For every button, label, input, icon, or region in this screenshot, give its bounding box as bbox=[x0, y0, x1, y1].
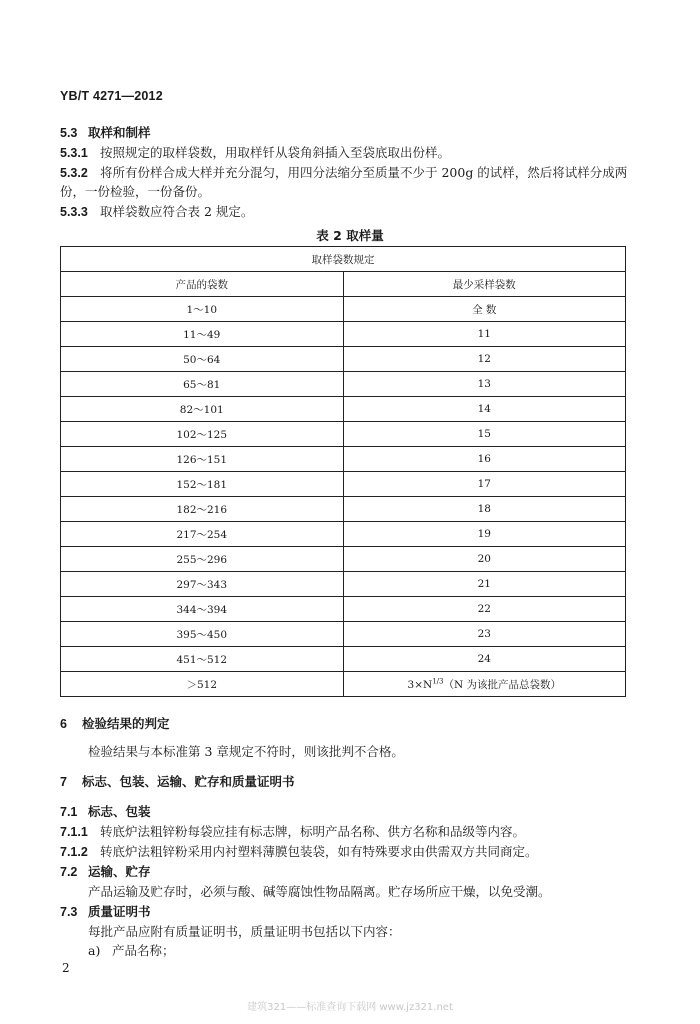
list-marker: a) bbox=[88, 943, 101, 958]
section-number: 7.2 bbox=[60, 865, 78, 879]
section-7-2-text: 产品运输及贮存时，必须与酸、碱等腐蚀性物品隔离。贮存场所应干燥，以免受潮。 bbox=[88, 884, 551, 899]
table-row bbox=[61, 347, 626, 372]
section-7-3-heading bbox=[60, 902, 151, 920]
bag-count-cell: ＞512 bbox=[61, 672, 344, 697]
table-header-row bbox=[61, 272, 626, 297]
bag-count-cell: 50～64 bbox=[61, 347, 344, 372]
table-row bbox=[61, 372, 626, 397]
min-sample-bags-cell: 24 bbox=[343, 647, 626, 672]
min-sample-bags-cell: 23 bbox=[343, 622, 626, 647]
bag-count-cell: 1～10 bbox=[61, 297, 344, 322]
clause-5-3-2 bbox=[60, 163, 627, 181]
bag-count-cell: 102～125 bbox=[61, 422, 344, 447]
min-sample-bags-cell: 22 bbox=[343, 597, 626, 622]
column-header-min-sample-bags: 最少采样袋数 bbox=[343, 272, 626, 297]
standard-code: YB/T 4271—2012 bbox=[60, 89, 163, 103]
formula-exponent: 1/3 bbox=[432, 677, 444, 685]
clause-number: 7.1.2 bbox=[60, 845, 88, 859]
section-7-3-text: 每批产品应附有质量证明书，质量证明书包括以下内容： bbox=[88, 924, 401, 939]
table-row bbox=[61, 322, 626, 347]
clause-text: 将所有份样合成大样并充分混匀，用四分法缩分至质量不少于 200g 的试样，然后将试样分成两 bbox=[100, 165, 628, 180]
table-row bbox=[61, 397, 626, 422]
clause-7-1-1 bbox=[60, 822, 525, 840]
bag-count-cell: 126～151 bbox=[61, 447, 344, 472]
table-row bbox=[61, 447, 626, 472]
bag-count-cell: 152～181 bbox=[61, 472, 344, 497]
min-sample-bags-cell: 15 bbox=[343, 422, 626, 447]
table-row bbox=[61, 422, 626, 447]
table-row bbox=[61, 497, 626, 522]
bag-count-cell: 451～512 bbox=[61, 647, 344, 672]
clause-5-3-1 bbox=[60, 143, 450, 161]
page-number: 2 bbox=[62, 961, 70, 975]
clause-7-1-2 bbox=[60, 842, 538, 860]
min-sample-bags-cell: 20 bbox=[343, 547, 626, 572]
bag-count-cell: 395～450 bbox=[61, 622, 344, 647]
table-row bbox=[61, 647, 626, 672]
min-sample-bags-cell: 16 bbox=[343, 447, 626, 472]
clause-text: 转底炉法粗锌粉采用内衬塑料薄膜包装袋，如有特殊要求由供需双方共同商定。 bbox=[100, 844, 538, 859]
min-sample-bags-cell: 全 数 bbox=[343, 297, 626, 322]
min-sample-bags-cell: 12 bbox=[343, 347, 626, 372]
min-sample-bags-cell: 18 bbox=[343, 497, 626, 522]
bag-count-cell: 255～296 bbox=[61, 547, 344, 572]
table-row bbox=[61, 572, 626, 597]
bag-count-cell: 65～81 bbox=[61, 372, 344, 397]
clause-5-3-2-continued: 份，一份检验，一份备份。 bbox=[60, 184, 211, 199]
min-sample-bags-cell: 17 bbox=[343, 472, 626, 497]
section-6-text: 检验结果与本标准第 3 章规定不符时，则该批判不合格。 bbox=[88, 744, 404, 759]
section-number: 6 bbox=[60, 717, 67, 731]
table-row bbox=[61, 597, 626, 622]
section-title: 运输、贮存 bbox=[88, 864, 151, 879]
list-item-text: 产品名称； bbox=[112, 943, 175, 958]
bag-count-cell: 217～254 bbox=[61, 522, 344, 547]
clause-5-3-3 bbox=[60, 202, 253, 220]
min-sample-bags-cell: 21 bbox=[343, 572, 626, 597]
section-6-heading bbox=[60, 714, 170, 732]
clause-number: 5.3.1 bbox=[60, 146, 88, 160]
min-sample-bags-cell: 14 bbox=[343, 397, 626, 422]
table-row bbox=[61, 672, 626, 697]
section-7-heading bbox=[60, 772, 295, 790]
section-number: 7 bbox=[60, 775, 67, 789]
table-caption: 表 2 取样量 bbox=[316, 228, 384, 243]
min-sample-bags-cell: 13 bbox=[343, 372, 626, 397]
list-item bbox=[88, 941, 175, 959]
min-sample-bags-cell bbox=[343, 672, 626, 697]
table-row bbox=[61, 522, 626, 547]
table-row bbox=[61, 547, 626, 572]
table-group-header: 取样袋数规定 bbox=[61, 247, 626, 272]
section-title: 标志、包装、运输、贮存和质量证明书 bbox=[82, 774, 295, 789]
clause-text: 转底炉法粗锌粉每袋应挂有标志牌，标明产品名称、供方名称和品级等内容。 bbox=[100, 824, 526, 839]
table-row bbox=[61, 297, 626, 322]
bag-count-cell: 297～343 bbox=[61, 572, 344, 597]
formula-base: 3×N bbox=[407, 678, 433, 691]
sampling-table bbox=[60, 246, 626, 697]
section-number: 7.3 bbox=[60, 905, 78, 919]
bag-count-cell: 82～101 bbox=[61, 397, 344, 422]
table-row bbox=[61, 622, 626, 647]
section-number: 7.1 bbox=[60, 805, 78, 819]
bag-count-cell: 182～216 bbox=[61, 497, 344, 522]
bag-count-cell: 11～49 bbox=[61, 322, 344, 347]
bag-count-cell: 344～394 bbox=[61, 597, 344, 622]
watermark: 建筑321——标准查询下载网 www.jz321.net bbox=[247, 1002, 453, 1013]
min-sample-bags-cell: 11 bbox=[343, 322, 626, 347]
section-title: 检验结果的判定 bbox=[82, 716, 170, 731]
clause-text: 按照规定的取样袋数，用取样钎从袋角斜插入至袋底取出份样。 bbox=[100, 145, 451, 160]
section-title: 质量证明书 bbox=[88, 904, 151, 919]
min-sample-bags-cell: 19 bbox=[343, 522, 626, 547]
section-title: 取样和制样 bbox=[88, 125, 151, 140]
table-row bbox=[61, 472, 626, 497]
clause-number: 5.3.3 bbox=[60, 205, 88, 219]
formula-note: （N 为该批产品总袋数） bbox=[443, 678, 561, 691]
section-number: 5.3 bbox=[60, 126, 78, 140]
clause-text: 取样袋数应符合表 2 规定。 bbox=[100, 204, 254, 219]
table-group-header-row bbox=[61, 247, 626, 272]
section-7-2-heading bbox=[60, 862, 151, 880]
section-title: 标志、包装 bbox=[88, 804, 151, 819]
section-7-1-heading bbox=[60, 802, 151, 820]
clause-number: 5.3.2 bbox=[60, 166, 88, 180]
section-5-3-heading bbox=[60, 123, 151, 141]
clause-number: 7.1.1 bbox=[60, 825, 88, 839]
column-header-bag-count: 产品的袋数 bbox=[61, 272, 344, 297]
